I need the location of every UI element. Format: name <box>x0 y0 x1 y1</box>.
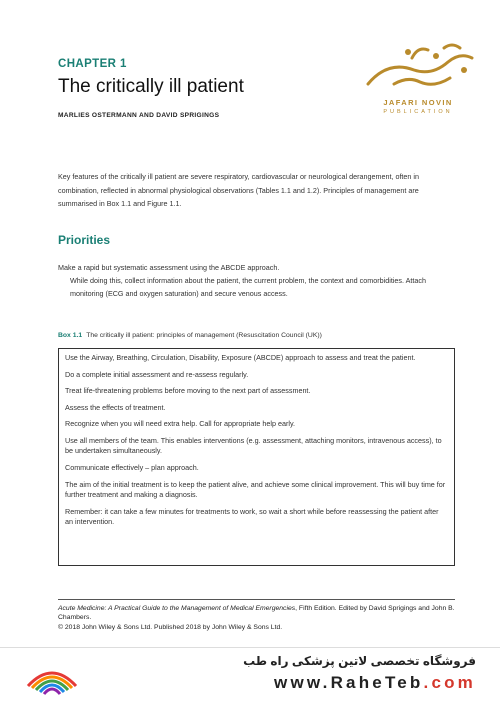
footer-edition: , Fifth Edition. Edited by David Sprigings and John B. Chambers. <box>58 605 455 622</box>
box-label: Box 1.1 <box>58 332 83 339</box>
url-prefix: www. <box>274 673 331 692</box>
store-url[interactable] <box>274 673 476 693</box>
publisher-logo <box>348 40 488 130</box>
box-item: Do a complete initial assessment and re-assess regularly. <box>65 369 249 379</box>
store-banner <box>0 647 500 701</box>
box-caption <box>58 332 322 339</box>
store-name: فروشگاه تخصصی لاتین پزشکی راه طب <box>243 654 476 668</box>
url-suffix: .com <box>423 673 476 692</box>
chapter-authors: MARLIES OSTERMANN AND DAVID SPRIGINGS <box>58 112 220 119</box>
box-item: Remember: it can take a few minutes for treatments to work, so wait a short while before reassessing the patient after an intervention. <box>65 506 439 526</box>
jafari-novin-emblem-icon <box>348 40 488 96</box>
chapter-title: The critically ill patient <box>58 76 244 97</box>
footer-divider <box>58 599 455 600</box>
chapter-label: CHAPTER 1 <box>58 58 127 70</box>
box-caption-text: The critically ill patient: principles of management (Resuscitation Council (UK)) <box>86 332 322 339</box>
footer-book-title: Acute Medicine: A Practical Guide to the Management of Medical Emergencies <box>58 605 296 612</box>
footer-citation <box>58 604 458 632</box>
box-item-list <box>65 353 448 527</box>
box-item: Communicate effectively – plan approach. <box>65 462 199 472</box>
logo-subtitle: PUBLICATION <box>383 109 453 115</box>
section-heading-priorities: Priorities <box>58 233 111 247</box>
box-item: Use all members of the team. This enables interventions (e.g. assessment, attaching monitors, intravenous access), to be undertaken simultaneously. <box>65 435 442 456</box>
priorities-paragraph-2: While doing this, collect information about the patient, the current problem, the context and comorbidities. Attach monitoring (ECG and oxygen saturation) and secure venous access. <box>70 275 426 298</box>
priorities-body <box>58 262 453 300</box>
url-name: RaheTeb <box>330 673 424 692</box>
priorities-paragraph-1: Make a rapid but systematic assessment using the ABCDE approach. <box>58 263 280 272</box>
box-item: Assess the effects of treatment. <box>65 402 166 412</box>
box-1-1 <box>58 348 455 566</box>
intro-paragraph: Key features of the critically ill patient are severe respiratory, cardiovascular or neurological derangement, often in combination, reflected in abnormal physiological observations (Tables 1.1 and 1.2). Principles of management are summarised in Box 1.1 and Figure 1.1. <box>58 172 420 209</box>
logo-name: JAFARI NOVIN <box>383 98 453 107</box>
box-item: Use the Airway, Breathing, Circulation, Disability, Exposure (ABCDE) approach to assess and treat the patient. <box>65 353 416 362</box>
box-item: The aim of the initial treatment is to keep the patient alive, and achieve some clinical improvement. This will buy time for further treatment and making a diagnosis. <box>65 479 446 499</box>
box-item: Recognize when you will need extra help. Call for appropriate help early. <box>65 419 295 429</box>
footer-citation-line <box>58 604 458 623</box>
box-item: Treat life-threatening problems before moving to the next part of assessment. <box>65 386 311 396</box>
footer-copyright: © 2018 John Wiley & Sons Ltd. Published 2018 by John Wiley & Sons Ltd. <box>58 623 283 631</box>
book-rainbow-icon <box>22 652 82 698</box>
